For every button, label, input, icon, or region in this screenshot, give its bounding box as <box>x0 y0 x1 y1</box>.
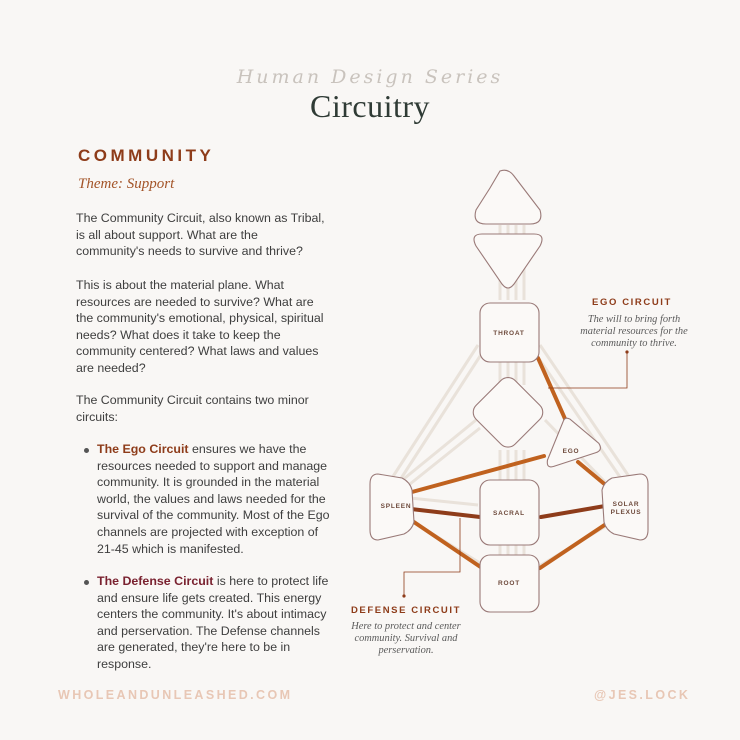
defense-callout-dot <box>402 594 405 597</box>
paragraph-material-plane: This is about the material plane. What resources are needed to survive? What are the community's emotional, physical, spiritual needs? What does it take to keep the community centered? What laws and values are needed? <box>76 278 324 375</box>
ego-circuit-term: The Ego Circuit <box>97 442 189 456</box>
section-heading: COMMUNITY <box>78 146 215 165</box>
paragraph-minor-circuits: The Community Circuit contains two minor circuits: <box>76 393 309 424</box>
g-center-shape <box>469 373 547 451</box>
head-center-shape <box>475 170 541 224</box>
spleen-label: SPLEEN <box>380 503 412 510</box>
ajna-center-shape <box>474 234 542 288</box>
defense-callout-line <box>404 518 460 596</box>
solar-plexus-label-line1: SOLAR <box>612 501 640 508</box>
solar-plexus-label-line2: PLEXUS <box>610 509 642 516</box>
footer-handle[interactable]: @JES.LOCK <box>594 688 691 702</box>
series-subtitle: Human Design Series <box>236 66 504 88</box>
paragraph-intro: The Community Circuit, also known as Tribal, is all about support. What are the community's needs to survive and thrive? <box>76 211 325 259</box>
ego-circuit-label: EGO CIRCUIT <box>592 297 672 308</box>
defense-circuit-note: Here to protect and center community. Survival and perservation. <box>351 621 461 656</box>
defense-circuit-description: is here to protect life and ensure life gets created. This energy centers the community. It's about intimacy and perservation. The Defense channels are generated, they're here to be in response. <box>97 574 329 671</box>
root-label: ROOT <box>498 580 520 587</box>
sacral-label: SACRAL <box>493 510 525 517</box>
ego-circuit-description: ensures we have the resources needed to support and manage community. It is grounded in the material world, the values and laws needed for the survival of the community. Most of the Ego channels are projected with exception of 21-45 which is manifested. <box>97 442 330 556</box>
ego-label: EGO <box>562 448 580 455</box>
defense-circuit-label: DEFENSE CIRCUIT <box>350 605 462 616</box>
ego-callout-line <box>548 352 627 388</box>
ego-callout-dot <box>625 350 628 353</box>
ego-circuit-note: The will to bring forth material resources for the community to thrive. <box>580 314 688 349</box>
defense-circuit-term: The Defense Circuit <box>97 574 214 588</box>
section-theme: Theme: Support <box>78 176 175 192</box>
page-title: Circuitry <box>309 88 431 124</box>
throat-label: THROAT <box>493 330 525 337</box>
footer-website[interactable]: WHOLEANDUNLEASHED.COM <box>58 688 293 702</box>
